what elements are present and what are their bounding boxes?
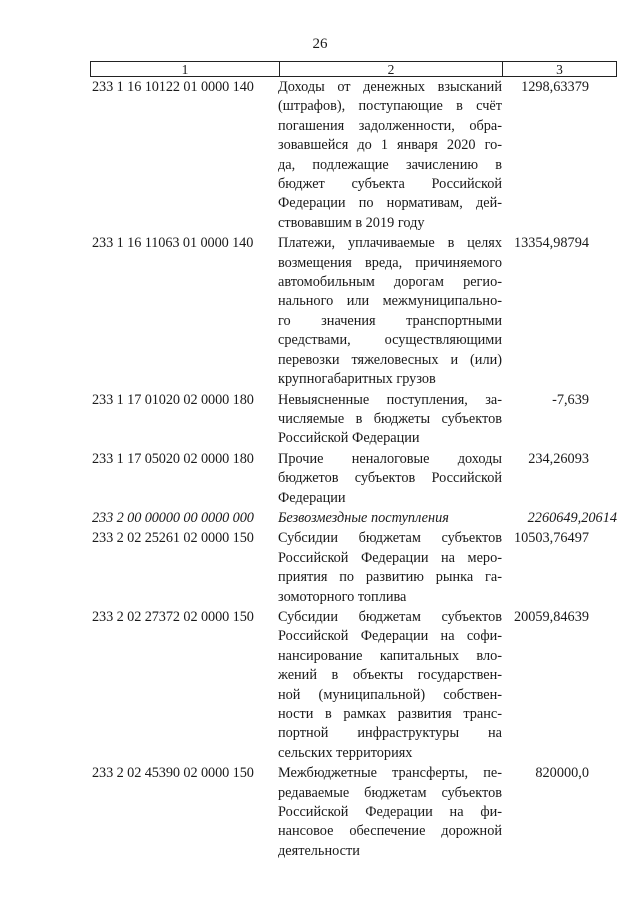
revenue-name-line: жений в объекты государствен- <box>278 667 502 684</box>
amount: 13354,98794 <box>513 235 589 252</box>
revenue-name-line: автомобильным дорогам регио- <box>278 274 502 291</box>
revenue-name-line: крупногабаритных грузов <box>278 371 436 388</box>
budget-code: 233 2 02 27372 02 0000 150 <box>92 608 254 625</box>
budget-code: 233 2 02 25261 02 0000 150 <box>92 530 254 547</box>
revenue-name-line: нансирование капитальных вло- <box>278 647 502 664</box>
table-row <box>90 509 617 528</box>
revenue-name-line: бюджет субъекта Российской <box>278 176 502 193</box>
table-row <box>90 450 617 508</box>
revenue-name-line: Платежи, уплачиваемые в целях <box>278 235 502 252</box>
table-row <box>90 764 617 861</box>
budget-code: 233 1 17 01020 02 0000 180 <box>92 391 254 408</box>
revenue-name-line: Прочие неналоговые доходы <box>278 450 502 467</box>
revenue-name-line: сельских территориях <box>278 744 413 761</box>
revenue-name-line: Субсидии бюджетам субъектов <box>278 608 502 625</box>
revenue-name-line: Невыясненные поступления, за- <box>278 391 502 408</box>
amount: 10503,76497 <box>513 530 589 547</box>
table-header <box>90 61 617 77</box>
budget-code: 233 1 17 05020 02 0000 180 <box>92 450 254 467</box>
amount: 20059,84639 <box>513 608 589 625</box>
column-header-code: 1 <box>91 62 280 76</box>
revenue-name-line: погашения задолженности, обра- <box>278 117 502 134</box>
revenue-name-line: деятельности <box>278 842 360 859</box>
revenue-name <box>276 450 502 508</box>
amount: 234,26093 <box>528 450 589 467</box>
revenue-name-line: Доходы от денежных взысканий <box>278 79 502 95</box>
revenue-name-line: портной инфраструктуры на <box>278 725 502 742</box>
revenue-name-line: Межбюджетные трансферты, пе- <box>278 765 502 782</box>
revenue-name <box>276 78 502 233</box>
amount: 2260649,20614 <box>527 509 617 526</box>
revenue-name-line: Федерации по нормативам, дей- <box>278 195 502 212</box>
table-row <box>90 391 617 449</box>
page-number: 26 <box>312 36 328 52</box>
revenue-name-line: перевозки тяжеловесных и (или) <box>278 351 502 368</box>
revenue-name-line: Безвозмездные поступления <box>278 509 449 526</box>
revenue-name-line: Федерации <box>278 489 346 506</box>
revenue-name-line: зовавшейся до 1 января 2020 го- <box>278 137 502 154</box>
column-header-name: 2 <box>280 62 503 76</box>
revenue-name-line: Российской Федерации на меро- <box>278 549 502 566</box>
revenue-name-line: Российской Федерации <box>278 430 420 447</box>
revenue-name-line: редаваемые бюджетам субъектов <box>278 784 502 801</box>
revenue-name-line: возмещения вреда, причиняемого <box>278 254 502 271</box>
revenue-name-line: приятия по развитию рынка га- <box>278 569 502 586</box>
revenue-name-line: (штрафов), поступающие в счёт <box>278 98 502 115</box>
revenue-name-line: Российской Федерации на фи- <box>278 804 502 821</box>
budget-revenue-table <box>90 61 617 861</box>
revenue-name <box>276 608 502 763</box>
revenue-name <box>276 529 502 607</box>
revenue-name <box>276 234 502 389</box>
table-row <box>90 78 617 233</box>
amount: 820000,0 <box>535 765 589 782</box>
revenue-name-line: ности в рамках развития транс- <box>278 706 502 722</box>
revenue-name-line: да, подлежащие зачислению в <box>278 156 502 173</box>
revenue-name-line: зомоторного топлива <box>278 588 407 605</box>
revenue-name-line: бюджетов субъектов Российской <box>278 470 502 487</box>
budget-code: 233 1 16 10122 01 0000 140 <box>92 79 254 95</box>
revenue-name <box>276 391 502 449</box>
revenue-name-line: ствовавшим в 2019 году <box>278 214 425 231</box>
amount: 1298,63379 <box>521 79 589 95</box>
revenue-name-line: Российской Федерации на софи- <box>278 628 502 645</box>
column-header-amount: 3 <box>556 62 563 77</box>
revenue-name <box>276 764 502 861</box>
revenue-name-line: числяемые в бюджеты субъектов <box>278 410 502 427</box>
revenue-name-line: средствами, осуществляющими <box>278 332 502 349</box>
table-body <box>90 78 617 861</box>
table-row <box>90 234 617 389</box>
table-row <box>90 529 617 607</box>
budget-code: 233 2 02 45390 02 0000 150 <box>92 765 254 782</box>
table-row <box>90 608 617 763</box>
budget-code: 233 1 16 11063 01 0000 140 <box>92 235 254 252</box>
revenue-name-line: Субсидии бюджетам субъектов <box>278 530 502 547</box>
budget-code: 233 2 00 00000 00 0000 000 <box>92 509 254 526</box>
revenue-name-line: нального или межмуниципально- <box>278 293 502 310</box>
revenue-name-line: го значения транспортными <box>278 312 502 329</box>
revenue-name-line: нансовое обеспечение дорожной <box>278 823 502 840</box>
amount: -7,639 <box>552 391 589 408</box>
revenue-name-line: ной (муниципальной) собствен- <box>278 686 502 703</box>
revenue-name <box>276 509 502 528</box>
